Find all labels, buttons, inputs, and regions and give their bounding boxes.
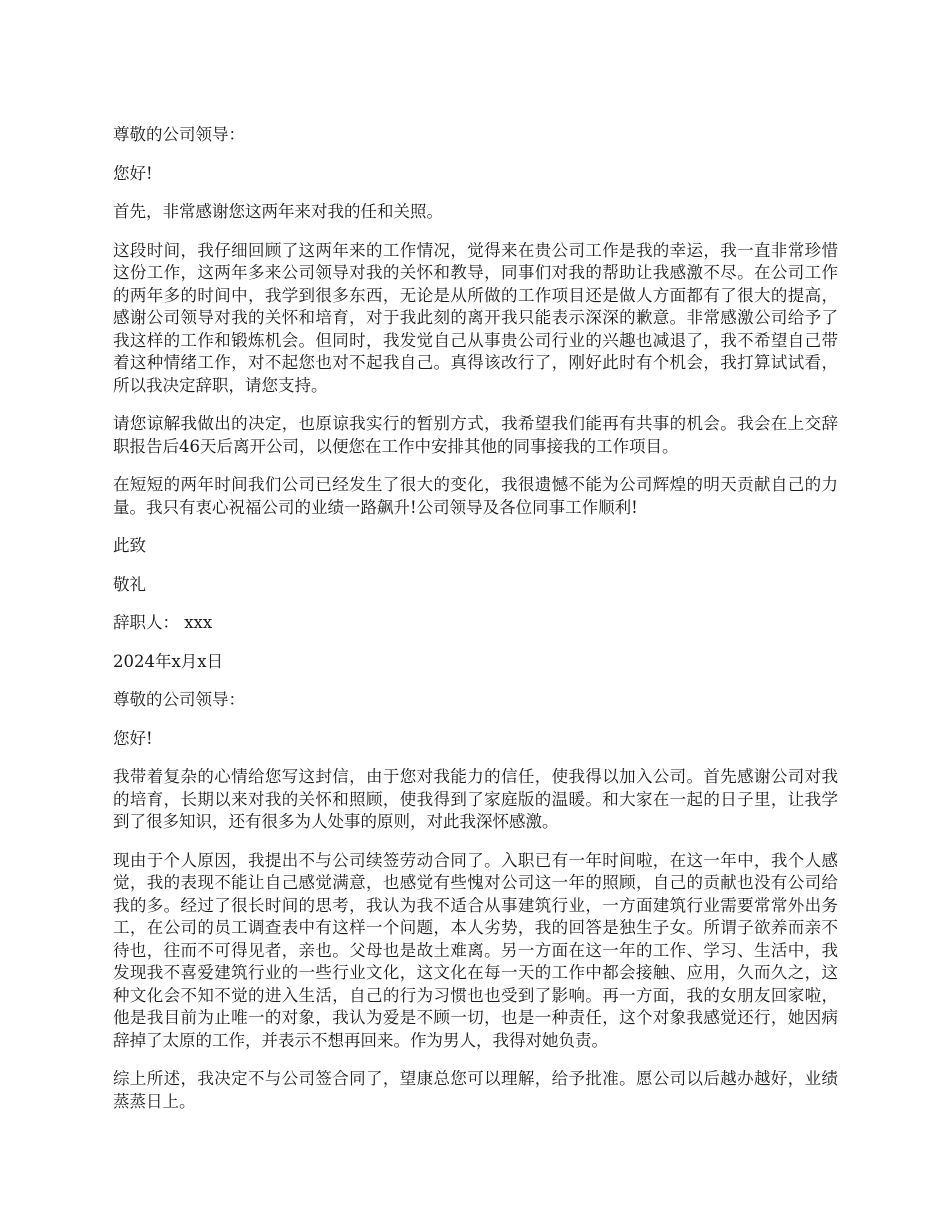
letter1-greeting: 您好! — [113, 163, 153, 183]
document-page — [113, 124, 838, 1129]
letter2-salutation: 尊敬的公司领导： — [113, 690, 245, 709]
letter1-paragraph: 在短短的两年时间我们公司已经发生了很大的变化，我很遗憾不能为公司辉煌的明天贡献自己的力量。我只有衷心祝福公司的业绩一路飙升!公司领导及各位同事工作顺利! — [113, 475, 838, 517]
letter1-salutation: 尊敬的公司领导： — [113, 125, 245, 144]
letter1-paragraph: 这段时间，我仔细回顾了这两年来的工作情况，觉得来在贵公司工作是我的幸运，我一直非常珍惜这份工作，这两年多来公司领导对我的关怀和教导，同事们对我的帮助让我感激不尽。在公司工作的两年多的时间中，我学到很多东西，无论是从所做的工作项目还是做人方面都有了很大的提高，感谢公司领导对我的关怀和培育，对于我此刻的离开我只能表示深深的歉意。非常感激公司给予了我这样的工作和锻炼机会。但同时，我发觉自己从事贵公司行业的兴趣也减退了，我不希望自己带着这种情绪工作，对不起您也对不起我自己。真得该改行了，刚好此时有个机会，我打算试试看，所以我决定辞职，请您支持。 — [113, 240, 838, 395]
letter1-date: 2024年x月x日 — [113, 651, 224, 671]
letter1-paragraph: 首先，非常感谢您这两年来对我的任和关照。 — [113, 202, 443, 221]
letter2-greeting: 您好! — [113, 728, 153, 748]
letter1-closing-2: 敬礼 — [113, 574, 146, 594]
letter1-closing-1: 此致 — [113, 536, 146, 555]
letter2-paragraph: 我带着复杂的心情给您写这封信，由于您对我能力的信任，使我得以加入公司。首先感谢公司对我的培育，长期以来对我的关怀和照顾，使我得到了家庭版的温暖。和大家在一起的日子里，让我学到了很多知识，还有很多为人处事的原则，对此我深怀感激。 — [113, 767, 838, 831]
letter2-paragraph: 现由于个人原因，我提出不与公司续签劳动合同了。入职已有一年时间啦，在这一年中，我个人感觉，我的表现不能让自己感觉满意，也感觉有些愧对公司这一年的照顾，自己的贡献也没有公司给我的多。经过了很长时间的思考，我认为我不适合从事建筑行业，一方面建筑行业需要常常外出务工，在公司的员工调查表中有这样一个问题，本人劣势，我的回答是独生子女。所谓子欲养而亲不待也，往而不可得见者，亲也。父母也是故土难离。另一方面在这一年的工作、学习、生活中，我发现我不喜爱建筑行业的一些行业文化，这文化在每一天的工作中都会接触、应用，久而久之，这种文化会不知不觉的进入生活，自己的行为习惯也也受到了影响。再一方面，我的女朋友回家啦，他是我目前为止唯一的对象，我认为爱是不顾一切，也是一种责任，这个对象我感觉还行，她因病辞掉了太原的工作，并表示不想再回来。作为男人，我得对她负责。 — [113, 850, 838, 1050]
letter2-paragraph: 综上所述，我决定不与公司签合同了，望康总您可以理解，给予批准。愿公司以后越办越好，业绩蒸蒸日上。 — [113, 1069, 838, 1111]
letter1-signature: 辞职人： xxx — [113, 613, 213, 632]
letter1-paragraph: 请您谅解我做出的决定，也原谅我实行的暂别方式，我希望我们能再有共事的机会。我会在上交辞职报告后46天后离开公司，以便您在工作中安排其他的同事接我的工作项目。 — [113, 414, 838, 456]
